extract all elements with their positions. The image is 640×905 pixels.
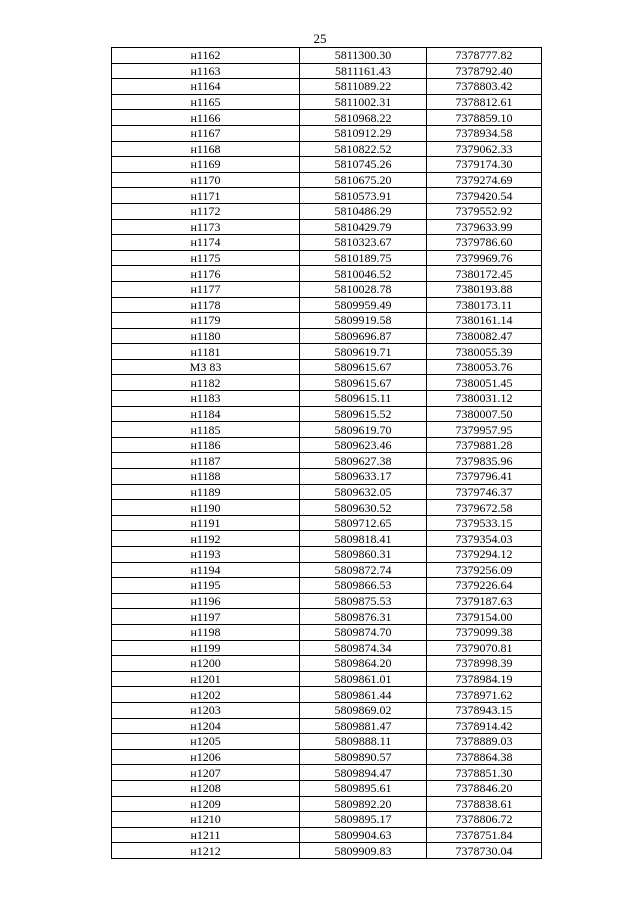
table-row (112, 515, 542, 531)
x-coordinate-cell: 5809615.52 (300, 406, 427, 422)
y-coordinate-cell: 7379274.69 (427, 172, 542, 188)
x-coordinate-cell: 5809630.52 (300, 500, 427, 516)
coordinates-table-body (112, 48, 542, 859)
y-coordinate-cell: 7380007.50 (427, 406, 542, 422)
y-coordinate-cell: 7379796.41 (427, 469, 542, 485)
point-id-cell: н1197 (112, 609, 300, 625)
table-row (112, 827, 542, 843)
y-coordinate-cell: 7378806.72 (427, 812, 542, 828)
table-row (112, 297, 542, 313)
table-row (112, 765, 542, 781)
y-coordinate-cell: 7378777.82 (427, 48, 542, 64)
x-coordinate-cell: 5809615.67 (300, 375, 427, 391)
y-coordinate-cell: 7378730.04 (427, 843, 542, 859)
table-row (112, 235, 542, 251)
x-coordinate-cell: 5809876.31 (300, 609, 427, 625)
table-row (112, 812, 542, 828)
y-coordinate-cell: 7379187.63 (427, 593, 542, 609)
y-coordinate-cell: 7380193.88 (427, 281, 542, 297)
point-id-cell: н1169 (112, 157, 300, 173)
y-coordinate-cell: 7378984.19 (427, 671, 542, 687)
table-row (112, 687, 542, 703)
x-coordinate-cell: 5809895.61 (300, 780, 427, 796)
y-coordinate-cell: 7380031.12 (427, 391, 542, 407)
point-id-cell: н1171 (112, 188, 300, 204)
y-coordinate-cell: 7378864.38 (427, 749, 542, 765)
x-coordinate-cell: 5811300.30 (300, 48, 427, 64)
x-coordinate-cell: 5811002.31 (300, 94, 427, 110)
x-coordinate-cell: 5810028.78 (300, 281, 427, 297)
x-coordinate-cell: 5809860.31 (300, 547, 427, 563)
x-coordinate-cell: 5810675.20 (300, 172, 427, 188)
y-coordinate-cell: 7380055.39 (427, 344, 542, 360)
point-id-cell: н1175 (112, 250, 300, 266)
y-coordinate-cell: 7378943.15 (427, 702, 542, 718)
table-row (112, 391, 542, 407)
table-row (112, 734, 542, 750)
x-coordinate-cell: 5809919.58 (300, 313, 427, 329)
point-id-cell: н1180 (112, 328, 300, 344)
y-coordinate-cell: 7379746.37 (427, 484, 542, 500)
y-coordinate-cell: 7380082.47 (427, 328, 542, 344)
point-id-cell: н1182 (112, 375, 300, 391)
point-id-cell: н1192 (112, 531, 300, 547)
table-row (112, 718, 542, 734)
table-row (112, 796, 542, 812)
point-id-cell: н1166 (112, 110, 300, 126)
x-coordinate-cell: 5811089.22 (300, 79, 427, 95)
table-row (112, 578, 542, 594)
table-row (112, 313, 542, 329)
point-id-cell: н1181 (112, 344, 300, 360)
point-id-cell: н1195 (112, 578, 300, 594)
y-coordinate-cell: 7379552.92 (427, 203, 542, 219)
table-row (112, 375, 542, 391)
point-id-cell: н1204 (112, 718, 300, 734)
point-id-cell: н1163 (112, 63, 300, 79)
table-row (112, 500, 542, 516)
y-coordinate-cell: 7378812.61 (427, 94, 542, 110)
x-coordinate-cell: 5810822.52 (300, 141, 427, 157)
x-coordinate-cell: 5810323.67 (300, 235, 427, 251)
point-id-cell: н1194 (112, 562, 300, 578)
x-coordinate-cell: 5809881.47 (300, 718, 427, 734)
point-id-cell: н1201 (112, 671, 300, 687)
table-row (112, 547, 542, 563)
y-coordinate-cell: 7378851.30 (427, 765, 542, 781)
x-coordinate-cell: 5809818.41 (300, 531, 427, 547)
point-id-cell: н1179 (112, 313, 300, 329)
y-coordinate-cell: 7379099.38 (427, 624, 542, 640)
table-row (112, 702, 542, 718)
y-coordinate-cell: 7378846.20 (427, 780, 542, 796)
y-coordinate-cell: 7379881.28 (427, 437, 542, 453)
table-row (112, 843, 542, 859)
x-coordinate-cell: 5810046.52 (300, 266, 427, 282)
point-id-cell: н1173 (112, 219, 300, 235)
table-row (112, 453, 542, 469)
point-id-cell: н1185 (112, 422, 300, 438)
y-coordinate-cell: 7378889.03 (427, 734, 542, 750)
table-row (112, 656, 542, 672)
table-row (112, 63, 542, 79)
table-row (112, 624, 542, 640)
table-row (112, 671, 542, 687)
x-coordinate-cell: 5809633.17 (300, 469, 427, 485)
y-coordinate-cell: 7379957.95 (427, 422, 542, 438)
table-row (112, 609, 542, 625)
y-coordinate-cell: 7378792.40 (427, 63, 542, 79)
table-row (112, 562, 542, 578)
y-coordinate-cell: 7379226.64 (427, 578, 542, 594)
x-coordinate-cell: 5810189.75 (300, 250, 427, 266)
y-coordinate-cell: 7379062.33 (427, 141, 542, 157)
x-coordinate-cell: 5809864.20 (300, 656, 427, 672)
table-row (112, 328, 542, 344)
x-coordinate-cell: 5810573.91 (300, 188, 427, 204)
y-coordinate-cell: 7378914.42 (427, 718, 542, 734)
x-coordinate-cell: 5809895.17 (300, 812, 427, 828)
point-id-cell: н1186 (112, 437, 300, 453)
table-row (112, 94, 542, 110)
point-id-cell: н1174 (112, 235, 300, 251)
y-coordinate-cell: 7379294.12 (427, 547, 542, 563)
x-coordinate-cell: 5810968.22 (300, 110, 427, 126)
point-id-cell: н1209 (112, 796, 300, 812)
point-id-cell: н1177 (112, 281, 300, 297)
y-coordinate-cell: 7378838.61 (427, 796, 542, 812)
table-row (112, 406, 542, 422)
x-coordinate-cell: 5809959.49 (300, 297, 427, 313)
x-coordinate-cell: 5809712.65 (300, 515, 427, 531)
x-coordinate-cell: 5809861.44 (300, 687, 427, 703)
y-coordinate-cell: 7379672.58 (427, 500, 542, 516)
point-id-cell: н1211 (112, 827, 300, 843)
x-coordinate-cell: 5809632.05 (300, 484, 427, 500)
y-coordinate-cell: 7379070.81 (427, 640, 542, 656)
point-id-cell: н1168 (112, 141, 300, 157)
point-id-cell: н1172 (112, 203, 300, 219)
point-id-cell: н1203 (112, 702, 300, 718)
point-id-cell: н1176 (112, 266, 300, 282)
table-row (112, 359, 542, 375)
point-id-cell: н1196 (112, 593, 300, 609)
point-id-cell: н1198 (112, 624, 300, 640)
table-row (112, 125, 542, 141)
point-id-cell: н1193 (112, 547, 300, 563)
x-coordinate-cell: 5809861.01 (300, 671, 427, 687)
x-coordinate-cell: 5809892.20 (300, 796, 427, 812)
point-id-cell: н1200 (112, 656, 300, 672)
point-id-cell: н1202 (112, 687, 300, 703)
point-id-cell: н1183 (112, 391, 300, 407)
y-coordinate-cell: 7379969.76 (427, 250, 542, 266)
x-coordinate-cell: 5809615.67 (300, 359, 427, 375)
y-coordinate-cell: 7379533.15 (427, 515, 542, 531)
y-coordinate-cell: 7379786.60 (427, 235, 542, 251)
x-coordinate-cell: 5809874.70 (300, 624, 427, 640)
x-coordinate-cell: 5810429.79 (300, 219, 427, 235)
point-id-cell: н1188 (112, 469, 300, 485)
x-coordinate-cell: 5809696.87 (300, 328, 427, 344)
page-number: 25 (313, 31, 327, 46)
x-coordinate-cell: 5809909.83 (300, 843, 427, 859)
y-coordinate-cell: 7379835.96 (427, 453, 542, 469)
y-coordinate-cell: 7379420.54 (427, 188, 542, 204)
point-id-cell: н1187 (112, 453, 300, 469)
table-row (112, 172, 542, 188)
y-coordinate-cell: 7378971.62 (427, 687, 542, 703)
x-coordinate-cell: 5809875.53 (300, 593, 427, 609)
table-row (112, 157, 542, 173)
point-id-cell: н1190 (112, 500, 300, 516)
point-id-cell: н1207 (112, 765, 300, 781)
x-coordinate-cell: 5809627.38 (300, 453, 427, 469)
point-id-cell: н1199 (112, 640, 300, 656)
y-coordinate-cell: 7380172.45 (427, 266, 542, 282)
x-coordinate-cell: 5810486.29 (300, 203, 427, 219)
x-coordinate-cell: 5809866.53 (300, 578, 427, 594)
x-coordinate-cell: 5810912.29 (300, 125, 427, 141)
y-coordinate-cell: 7378859.10 (427, 110, 542, 126)
y-coordinate-cell: 7378998.39 (427, 656, 542, 672)
table-row (112, 250, 542, 266)
table-row (112, 141, 542, 157)
x-coordinate-cell: 5811161.43 (300, 63, 427, 79)
y-coordinate-cell: 7380161.14 (427, 313, 542, 329)
point-id-cell: н1191 (112, 515, 300, 531)
y-coordinate-cell: 7378803.42 (427, 79, 542, 95)
point-id-cell: н1162 (112, 48, 300, 64)
table-row (112, 219, 542, 235)
x-coordinate-cell: 5809888.11 (300, 734, 427, 750)
x-coordinate-cell: 5809869.02 (300, 702, 427, 718)
y-coordinate-cell: 7379154.00 (427, 609, 542, 625)
table-row (112, 640, 542, 656)
x-coordinate-cell: 5809619.70 (300, 422, 427, 438)
x-coordinate-cell: 5809872.74 (300, 562, 427, 578)
y-coordinate-cell: 7379633.99 (427, 219, 542, 235)
point-id-cell: н1208 (112, 780, 300, 796)
y-coordinate-cell: 7380051.45 (427, 375, 542, 391)
y-coordinate-cell: 7380173.11 (427, 297, 542, 313)
point-id-cell: МЗ 83 (112, 359, 300, 375)
table-row (112, 203, 542, 219)
table-row (112, 437, 542, 453)
table-row (112, 344, 542, 360)
y-coordinate-cell: 7380053.76 (427, 359, 542, 375)
x-coordinate-cell: 5809615.11 (300, 391, 427, 407)
x-coordinate-cell: 5809904.63 (300, 827, 427, 843)
point-id-cell: н1205 (112, 734, 300, 750)
coordinates-table (111, 47, 542, 859)
point-id-cell: н1164 (112, 79, 300, 95)
table-row (112, 266, 542, 282)
point-id-cell: н1165 (112, 94, 300, 110)
point-id-cell: н1212 (112, 843, 300, 859)
x-coordinate-cell: 5809619.71 (300, 344, 427, 360)
y-coordinate-cell: 7379174.30 (427, 157, 542, 173)
y-coordinate-cell: 7378934.58 (427, 125, 542, 141)
x-coordinate-cell: 5809623.46 (300, 437, 427, 453)
point-id-cell: н1206 (112, 749, 300, 765)
table-row (112, 281, 542, 297)
table-row (112, 79, 542, 95)
table-row (112, 188, 542, 204)
point-id-cell: н1189 (112, 484, 300, 500)
table-row (112, 780, 542, 796)
table-row (112, 749, 542, 765)
y-coordinate-cell: 7378751.84 (427, 827, 542, 843)
table-row (112, 593, 542, 609)
table-row (112, 531, 542, 547)
table-row (112, 110, 542, 126)
table-row (112, 484, 542, 500)
point-id-cell: н1170 (112, 172, 300, 188)
y-coordinate-cell: 7379354.03 (427, 531, 542, 547)
x-coordinate-cell: 5809890.57 (300, 749, 427, 765)
point-id-cell: н1178 (112, 297, 300, 313)
table-row (112, 469, 542, 485)
y-coordinate-cell: 7379256.09 (427, 562, 542, 578)
table-row (112, 422, 542, 438)
point-id-cell: н1167 (112, 125, 300, 141)
point-id-cell: н1184 (112, 406, 300, 422)
x-coordinate-cell: 5809894.47 (300, 765, 427, 781)
x-coordinate-cell: 5809874.34 (300, 640, 427, 656)
x-coordinate-cell: 5810745.26 (300, 157, 427, 173)
table-row (112, 48, 542, 64)
point-id-cell: н1210 (112, 812, 300, 828)
